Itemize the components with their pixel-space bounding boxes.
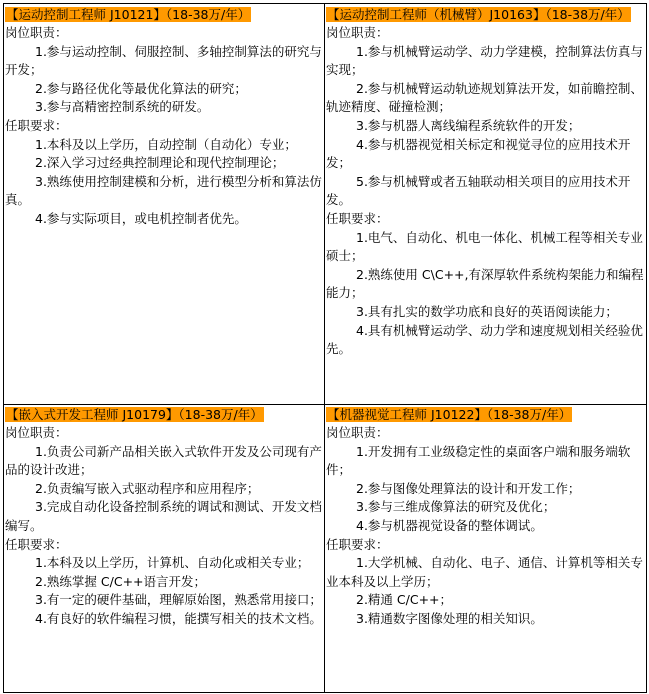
requirement-item: 3.有一定的硬件基础，理解原始图，熟悉常用接口；	[35, 592, 322, 608]
table-horizontal-divider	[4, 404, 646, 405]
table-vertical-divider	[324, 4, 325, 692]
job-cell-motion-control	[5, 6, 323, 402]
requirement-item: 4.参与实际项目，或电机控制者优先。	[35, 210, 247, 226]
duty-item: 2.参与图像处理算法的设计和开发工作；	[356, 480, 581, 496]
duty-item: 5.参与机械臂或者五轴联动相关项目的应用技术开发。	[326, 173, 631, 208]
duty-item: 3.参与三维成像算法的研究及优化；	[356, 499, 556, 515]
job-cell-robot-arm	[326, 6, 644, 402]
requirement-heading: 任职要求：	[326, 210, 389, 226]
requirement-item: 2.深入学习过经典控制理论和现代控制理论；	[35, 155, 285, 171]
requirement-item: 2.熟练掌握 C/C++语言开发；	[35, 573, 207, 589]
job-cell-machine-vision	[326, 406, 644, 692]
requirement-item: 3.具有扎实的数学功底和良好的英语阅读能力；	[356, 303, 618, 319]
job-title: 【机器视觉工程师 J10122】（18-38万/年）	[327, 407, 572, 422]
duty-item: 4.参与机器视觉相关标定和视觉寻位的应用技术开发；	[326, 136, 631, 171]
duty-item: 2.参与路径优化等最优化算法的研究；	[35, 80, 247, 96]
job-title: 【运动控制工程师 J10121】（18-38万/年）	[6, 7, 251, 22]
requirement-heading: 任职要求：	[5, 536, 68, 552]
duty-heading: 岗位职责：	[326, 25, 389, 40]
requirement-item: 1.大学机械、自动化、电子、通信、计算机等相关专业本科及以上学历；	[326, 555, 643, 589]
duty-item: 3.完成自动化设备控制系统的调试和测试、开发文档编写。	[5, 499, 322, 533]
duty-item: 2.负责编写嵌入式驱动程序和应用程序；	[35, 480, 260, 496]
duty-item: 2.参与机械臂运动轨迹规划算法开发，如前瞻控制、轨迹精度、碰撞检测；	[326, 80, 643, 115]
job-title: 【运动控制工程师（机械臂）J10163】（18-38万/年）	[327, 7, 630, 22]
duty-heading: 岗位职责：	[326, 425, 389, 440]
duty-item: 1.开发拥有工业级稳定性的桌面客户端和服务端软件；	[326, 443, 631, 478]
duty-heading: 岗位职责：	[5, 425, 68, 440]
job-table	[3, 3, 647, 693]
duty-item: 1.参与运动控制、伺服控制、多轴控制算法的研究与开发；	[5, 43, 322, 78]
requirement-item: 3.熟练使用控制建模和分析，进行模型分析和算法仿真。	[5, 173, 322, 208]
duty-item: 1.参与机械臂运动学、动力学建模，控制算法仿真与实现；	[326, 43, 643, 78]
requirement-heading: 任职要求：	[326, 536, 389, 552]
requirement-item: 3.精通数字图像处理的相关知识。	[356, 610, 543, 626]
requirement-item: 4.有良好的软件编程习惯，能撰写相关的技术文档。	[35, 610, 322, 626]
requirement-item: 4.具有机械臂运动学、动力学和速度规划相关经验优先。	[326, 322, 643, 357]
requirement-item: 1.本科及以上学历，计算机、自动化或相关专业；	[35, 555, 310, 571]
job-title: 【嵌入式开发工程师 J10179】（18-38万/年）	[6, 407, 263, 422]
requirement-item: 1.本科及以上学历，自动控制（自动化）专业；	[35, 136, 297, 152]
duty-heading: 岗位职责：	[5, 25, 68, 40]
job-cell-embedded	[5, 406, 323, 692]
duty-item: 3.参与机器人离线编程系统软件的开发；	[356, 117, 581, 133]
duty-item: 1.负责公司新产品相关嵌入式软件开发及公司现有产品的设计改进；	[5, 443, 322, 478]
duty-item: 3.参与高精密控制系统的研发。	[35, 99, 210, 115]
requirement-heading: 任职要求：	[5, 117, 68, 133]
duty-item: 4.参与机器视觉设备的整体调试。	[356, 517, 543, 533]
requirement-item: 2.精通 C/C++；	[356, 592, 453, 608]
requirement-item: 1.电气、自动化、机电一体化、机械工程等相关专业硕士；	[326, 229, 643, 264]
requirement-item: 2.熟练使用 C\C++,有深厚软件系统构架能力和编程能力；	[326, 266, 644, 301]
